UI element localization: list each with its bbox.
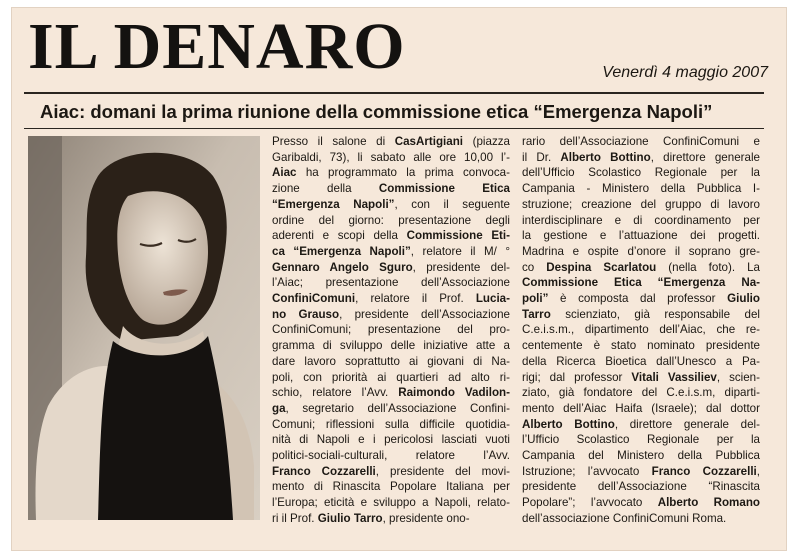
text-span: nità di Napoli e i pericolosi lasciati vuoti: [272, 433, 510, 447]
bold-text: Franco Cozzarelli: [272, 464, 376, 478]
article-line: [272, 134, 510, 150]
article-line: [522, 322, 760, 338]
text-span: poli, con priorità ai quartieri ad alto ri-: [272, 370, 510, 384]
text-span: co: [522, 260, 547, 274]
text-span: rigi; dal professor: [522, 370, 632, 384]
article-line: [272, 275, 510, 291]
article-line: [272, 244, 510, 260]
bold-text: Alberto Romano: [657, 496, 760, 510]
text-span: ordine del giorno: presentazione degli: [272, 213, 510, 227]
article-line: [522, 213, 760, 229]
article-line: [522, 448, 760, 464]
bold-text: Vitali Vassiliev: [631, 370, 717, 384]
article-headline: Aiac: domani la prima riunione della commissione etica “Emergenza Napoli”: [40, 101, 713, 122]
article-line: [522, 338, 760, 354]
article-line: [272, 370, 510, 386]
article-line: [522, 464, 760, 480]
text-span: mento dell’Aiac Haifa (Israele); dal dottor: [522, 401, 760, 415]
text-span: Popolare”; l’avvocato: [522, 496, 658, 510]
text-span: Campania - Ministero della Pubblica I-: [522, 182, 760, 196]
text-span: scienziato, già responsabile del: [550, 307, 760, 321]
masthead: [28, 6, 768, 92]
text-span: l’Europa; eticità e sviluppo a Napoli, relato-: [272, 496, 510, 510]
article-line: [272, 322, 510, 338]
text-span: Presso il salone di: [272, 135, 395, 148]
bold-text: Lucia-: [475, 292, 510, 306]
bold-text: Tarro: [522, 307, 551, 321]
bold-text: Raimondo Vadilon-: [398, 386, 511, 400]
article-line: [272, 150, 510, 166]
article-line: [522, 291, 760, 307]
bold-text: Despina Scarlatou: [546, 260, 657, 274]
photo-portrait-illustration: [28, 136, 260, 520]
text-span: della Ricerca Bioetica dall’Unesco a Pa-: [522, 354, 760, 368]
text-span: , direttore generale del-: [614, 417, 760, 431]
text-span: la gestione e l’attuazione dei progetti.: [522, 229, 760, 243]
text-span: centemente è stato nominato presidente: [522, 339, 760, 353]
article-line: [522, 432, 760, 448]
text-span: ConfiniComuni; presentazione del pro-: [272, 323, 510, 337]
article-line: [522, 370, 760, 386]
bold-text: ConfiniComuni: [272, 292, 356, 306]
text-span: politici-sociali-culturali, relatore l’Avv.: [272, 449, 510, 463]
text-span: , scien-: [716, 370, 760, 384]
text-span: , direttore generale: [650, 150, 760, 164]
text-span: , segretario dell’Associazione Confini-: [285, 401, 510, 415]
article-line: [272, 307, 510, 323]
article-line: [522, 150, 760, 166]
article-column-1: [272, 134, 510, 527]
article-line: [272, 448, 510, 464]
text-span: , presidente del-: [412, 260, 511, 274]
article-line: [272, 417, 510, 433]
text-span: mento di Rinascita Popolare Italiana per: [272, 480, 510, 494]
bold-text: Alberto Bottino: [560, 150, 651, 164]
article-line: [272, 165, 510, 181]
text-span: , presidente ono-: [382, 511, 470, 525]
text-span: il Dr.: [522, 150, 561, 164]
article-line: [272, 338, 510, 354]
bold-text: Alberto Bottino: [522, 417, 615, 431]
text-span: , presidente del movi-: [375, 464, 511, 478]
article-line: [272, 495, 510, 511]
article-line: [522, 495, 760, 511]
article-line: [272, 228, 510, 244]
text-span: , presidente dell’Associazione: [339, 307, 510, 321]
text-span: Madrina e ospite d’onore il soprano gre-: [522, 244, 760, 258]
bold-text: no Grauso: [272, 307, 340, 321]
article-line: [522, 165, 760, 181]
bold-text: “Emergenza Napoli”: [272, 197, 395, 211]
article-line: [272, 479, 510, 495]
text-span: Istruzione; l’avvocato: [522, 464, 652, 478]
article-line: [272, 464, 510, 480]
masthead-rule: [24, 92, 764, 94]
article-line: [522, 197, 760, 213]
text-span: zione della: [272, 182, 379, 196]
article-line: [522, 260, 760, 276]
bold-text: Gennaro Angelo Sguro: [272, 260, 413, 274]
newspaper-title: IL DENARO: [28, 10, 406, 83]
text-span: rario dell’Associazione ConfiniComuni e: [522, 135, 760, 148]
text-span: ri il Prof.: [272, 511, 318, 525]
article-line: [522, 228, 760, 244]
article-column-2: [522, 134, 760, 527]
headline-rule: [24, 128, 764, 129]
text-span: ziato, già fondatore del C.e.i.s.m, diparti-: [522, 386, 760, 400]
text-span: struzione; creazione del gruppo di lavoro: [522, 197, 760, 211]
bold-text: poli”: [522, 292, 549, 306]
article-line: [522, 134, 760, 150]
article-line: [522, 354, 760, 370]
text-span: gramma di sviluppo delle iniziative atte a: [272, 339, 510, 353]
article-line: [522, 511, 760, 527]
article-line: [272, 354, 510, 370]
article-line: [522, 385, 760, 401]
text-span: dell’Ufficio Scolastico Regionale per la: [522, 166, 760, 180]
article-photo: [28, 136, 260, 520]
article-line: [272, 432, 510, 448]
article-line: [272, 197, 510, 213]
text-span: interdisciplinare e di coordinamento per: [522, 213, 760, 227]
text-span: l’Aiac; presentazione dell’Associazione: [272, 276, 510, 290]
article-line: [272, 291, 510, 307]
text-span: l’Ufficio Scolastico Regionale per la: [522, 433, 760, 447]
text-span: C.e.i.s.m., dipartimento dell’Aiac, che re-: [522, 323, 760, 337]
text-span: dell’associazione ConfiniComuni Roma.: [522, 511, 727, 525]
bold-text: ga: [272, 401, 286, 415]
text-span: , con il seguente: [394, 197, 510, 211]
article-line: [522, 181, 760, 197]
publication-date: Venerdì 4 maggio 2007: [602, 64, 768, 81]
article-line: [522, 417, 760, 433]
article-line: [272, 511, 510, 527]
text-span: schio, relatore l’Avv.: [272, 386, 399, 400]
text-span: Comuni; riflessioni sulla difficile quotidia-: [272, 417, 510, 431]
text-span: Garibaldi, 73), li sabato alle ore 10,00 l’-: [272, 150, 510, 164]
text-span: è composta dal professor: [548, 292, 728, 306]
article-line: [272, 181, 510, 197]
text-span: Campania del Ministero della Pubblica: [522, 449, 760, 463]
text-span: (piazza: [463, 135, 510, 148]
article-line: [522, 401, 760, 417]
text-span: aderenti e scopi della: [272, 229, 407, 243]
article-line: [272, 213, 510, 229]
bold-text: Franco Cozzarelli: [651, 464, 757, 478]
article-line: [522, 244, 760, 260]
article-line: [522, 307, 760, 323]
article-line: [522, 479, 760, 495]
bold-text: Commissione Etica “Emergenza Na-: [522, 276, 760, 290]
bold-text: ca “Emergenza Napoli”: [272, 244, 411, 258]
text-span: presidente dell’Associazione “Rinascita: [522, 480, 760, 494]
text-span: ha programmato la prima convoca-: [296, 166, 510, 180]
bold-text: Giulio: [727, 292, 760, 306]
article-line: [522, 275, 760, 291]
article-line: [272, 385, 510, 401]
bold-text: Commissione Etica: [378, 182, 510, 196]
text-span: (nella foto). La: [656, 260, 760, 274]
text-span: dare lavoro soprattutto ai giovani di Na-: [272, 354, 510, 368]
text-span: , relatore il M/ °: [410, 244, 510, 258]
text-span: ,: [756, 464, 760, 478]
bold-text: Aiac: [272, 166, 297, 180]
article-line: [272, 260, 510, 276]
bold-text: CasArtigiani: [394, 135, 464, 148]
text-span: , relatore il Prof.: [355, 292, 476, 306]
bold-text: Commissione Eti-: [406, 229, 510, 243]
bold-text: Giulio Tarro: [317, 511, 383, 525]
article-line: [272, 401, 510, 417]
